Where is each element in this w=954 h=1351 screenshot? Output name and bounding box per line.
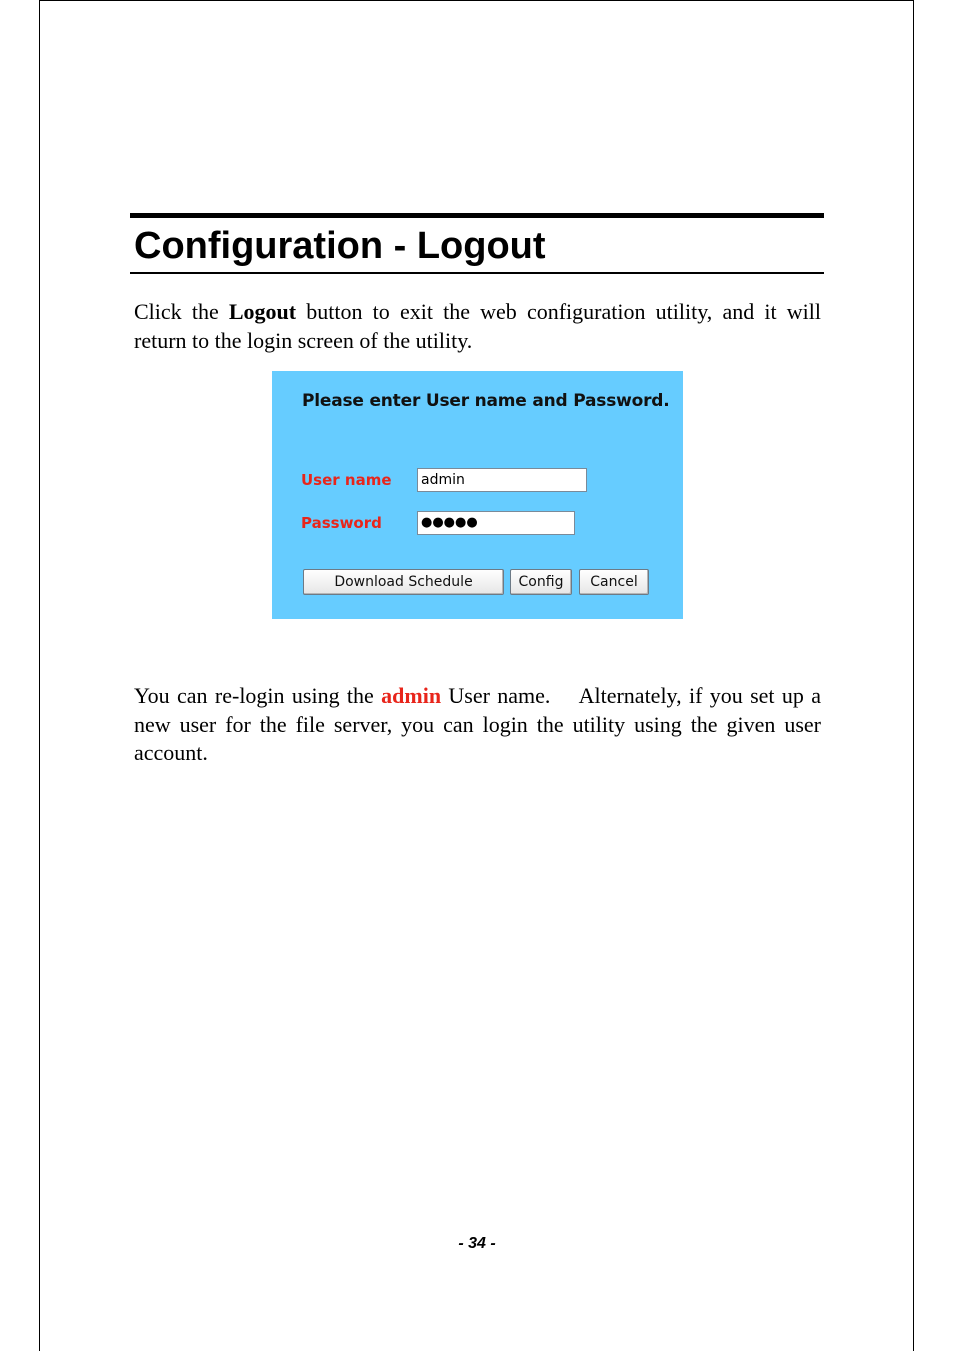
intro-text-after: button to exit the web configuration utility, and it will return to the login screen of the utility. [134, 299, 821, 353]
config-button[interactable]: Config [510, 569, 572, 595]
section-title: Configuration - Logout [134, 225, 546, 267]
password-label: Password [301, 514, 382, 532]
title-top-rule [130, 213, 824, 218]
intro-paragraph [134, 298, 821, 355]
relogin-paragraph [134, 682, 827, 768]
relogin-admin-term: admin [381, 683, 442, 708]
intro-text-before: Click the [134, 299, 229, 324]
title-bottom-rule [130, 272, 824, 274]
password-input[interactable]: ●●●●● [417, 511, 575, 535]
page-border [39, 0, 914, 1351]
page-number: - 34 - [458, 1235, 496, 1252]
download-schedule-button[interactable]: Download Schedule [303, 569, 504, 595]
relogin-text-after: User name. Alternately, if you set up a new user for the file server, you can login the utility using the given user account. [134, 683, 827, 765]
login-heading: Please enter User name and Password. [302, 391, 670, 411]
cancel-button[interactable]: Cancel [579, 569, 649, 595]
username-input[interactable]: admin [417, 468, 587, 492]
login-screen-panel [272, 371, 683, 619]
relogin-text-before: You can re-login using the [134, 683, 382, 708]
intro-logout-term: Logout [228, 299, 297, 324]
username-label: User name [301, 471, 392, 489]
